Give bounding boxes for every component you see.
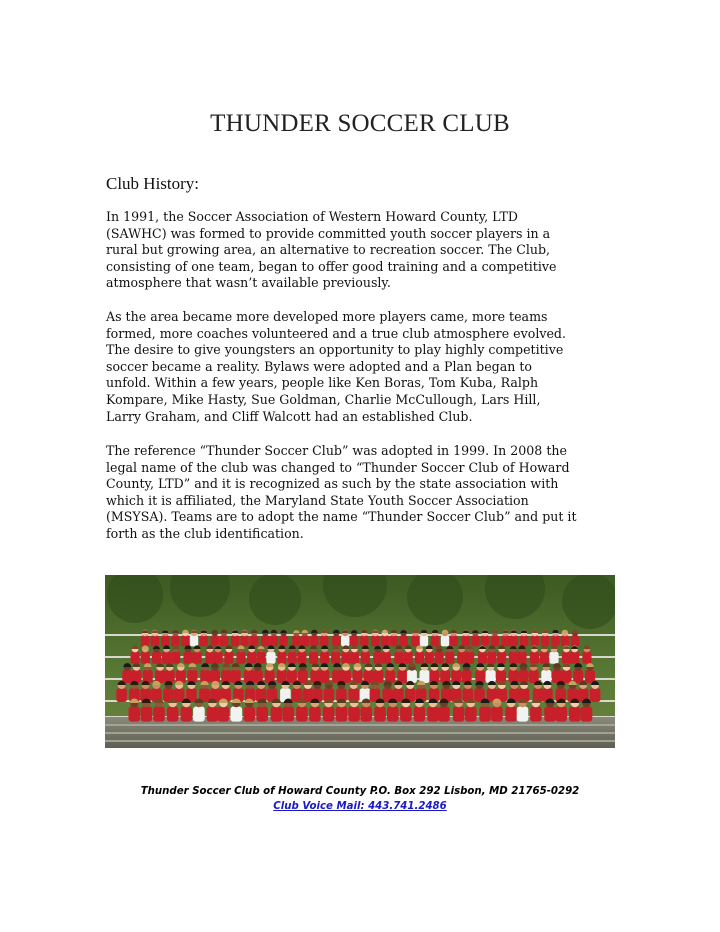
player-jersey xyxy=(350,652,359,664)
player-jersey xyxy=(331,652,340,664)
player-jersey xyxy=(310,636,318,647)
player-jersey xyxy=(309,707,321,722)
player-jersey xyxy=(143,670,153,683)
player-jersey xyxy=(256,707,268,722)
player-jersey xyxy=(502,636,510,647)
footer-voicemail-wrapper xyxy=(0,801,720,812)
player-jersey xyxy=(205,652,214,664)
player-jersey xyxy=(348,707,360,722)
player-jersey xyxy=(481,636,489,647)
player-jersey xyxy=(261,636,269,647)
player-jersey xyxy=(320,652,329,664)
player-jersey xyxy=(411,636,419,647)
player-jersey xyxy=(162,652,171,664)
player-jersey xyxy=(581,707,593,722)
player-jersey xyxy=(236,652,245,664)
player-jersey xyxy=(122,670,132,683)
player-jersey xyxy=(540,652,549,664)
player-jersey xyxy=(549,652,558,664)
history-paragraph-1: In 1991, the Soccer Association of Western Howard County, LTD (SAWHC) was formed to provide committed youth soccer players in a rural but growing area, an alternative to recreation soccer. The Club, consisting of one team, began to offer good training and a competitive atmosphere that wasn’t available previously. xyxy=(106,209,557,291)
player-jersey xyxy=(427,707,439,722)
player-jersey xyxy=(218,707,230,722)
player-jersey xyxy=(250,636,258,647)
player-jersey xyxy=(562,652,571,664)
player-jersey xyxy=(141,707,153,722)
player-jersey xyxy=(270,636,278,647)
player-jersey xyxy=(350,636,358,647)
section-heading-club-history: Club History: xyxy=(106,174,200,193)
player-jersey xyxy=(309,652,318,664)
player-jersey xyxy=(551,636,559,647)
player-jersey xyxy=(266,652,275,664)
player-jersey xyxy=(211,636,219,647)
player-jersey xyxy=(310,670,320,683)
player-jersey xyxy=(569,707,581,722)
player-jersey xyxy=(487,652,496,664)
player-jersey xyxy=(465,707,477,722)
player-jersey xyxy=(544,707,556,722)
player-jersey xyxy=(297,652,306,664)
player-jersey xyxy=(361,652,370,664)
player-jersey xyxy=(479,707,491,722)
player-jersey xyxy=(462,670,472,683)
player-jersey xyxy=(561,636,569,647)
player-jersey xyxy=(450,636,458,647)
player-jersey xyxy=(116,688,127,702)
player-jersey xyxy=(530,707,542,722)
player-jersey xyxy=(399,636,407,647)
player-jersey xyxy=(486,670,496,683)
player-jersey xyxy=(582,652,591,664)
player-jersey xyxy=(341,670,351,683)
player-jersey xyxy=(207,707,219,722)
player-jersey xyxy=(287,670,297,683)
player-jersey xyxy=(283,707,295,722)
team-group-photo xyxy=(105,575,615,748)
player-jersey xyxy=(301,636,309,647)
player-jersey xyxy=(298,670,308,683)
player-jersey xyxy=(509,652,518,664)
player-jersey xyxy=(360,636,368,647)
player-jersey xyxy=(471,636,479,647)
player-jersey xyxy=(129,707,141,722)
player-jersey xyxy=(296,707,308,722)
player-jersey xyxy=(247,652,256,664)
player-jersey xyxy=(190,636,198,647)
player-jersey xyxy=(541,636,549,647)
player-jersey xyxy=(441,636,449,647)
player-jersey xyxy=(181,636,189,647)
player-jersey xyxy=(438,707,450,722)
player-jersey xyxy=(161,636,169,647)
history-paragraph-3: The reference “Thunder Soccer Club” was adopted in 1999. In 2008 the legal name of the club was changed to “Thunder Soccer Club of Howard County, LTD” and it is recognized as such by the state association with which it is affiliated, the Maryland State Youth Soccer Association (MSYSA). Teams are to adopt the name “Thunder Soccer Club” and put it forth as the club identification. xyxy=(106,443,577,541)
player-jersey xyxy=(517,707,529,722)
player-jersey xyxy=(176,670,186,683)
player-jersey xyxy=(373,652,382,664)
player-jersey xyxy=(382,652,391,664)
player-jersey xyxy=(445,652,454,664)
player-jersey xyxy=(171,636,179,647)
player-jersey xyxy=(220,636,228,647)
player-jersey xyxy=(336,707,348,722)
player-jersey xyxy=(288,652,297,664)
player-jersey xyxy=(435,652,444,664)
player-jersey xyxy=(256,652,265,664)
player-jersey xyxy=(390,636,398,647)
player-jersey xyxy=(341,652,350,664)
history-paragraph-2: As the area became more developed more players came, more teams formed, more coaches volunteered and a true club atmosphere evolved. The desire to give youngsters an opportunity to play highly competitive soccer became a reality. Bylaws were adopted and a Plan began to unfold. Within a few years, people like Ken Boras, Tom Kuba, Ralph Kompare, Mike Hasty, Sue Goldman, Charlie McCullough, Lars Hill, Larry Graham, and Cliff Walcott had an established Club. xyxy=(106,309,566,424)
player-jersey xyxy=(462,636,470,647)
player-jersey xyxy=(453,707,465,722)
player-jersey xyxy=(562,670,572,683)
player-jersey xyxy=(407,670,417,683)
player-jersey xyxy=(497,652,506,664)
player-jersey xyxy=(517,652,526,664)
player-jersey xyxy=(224,652,233,664)
player-jersey xyxy=(320,636,328,647)
player-jersey xyxy=(151,636,159,647)
player-jersey xyxy=(420,636,428,647)
player-jersey xyxy=(531,636,539,647)
player-jersey xyxy=(585,670,595,683)
player-jersey xyxy=(200,636,208,647)
player-jersey xyxy=(141,636,149,647)
player-jersey xyxy=(141,652,150,664)
player-jersey xyxy=(323,707,335,722)
player-jersey xyxy=(271,707,283,722)
player-jersey xyxy=(478,652,487,664)
player-jersey xyxy=(520,636,528,647)
player-jersey xyxy=(243,707,255,722)
footer-address: Thunder Soccer Club of Howard County P.O. Box 292 Lisbon, MD 21765-0292 xyxy=(140,786,580,797)
player-jersey xyxy=(240,636,248,647)
player-jersey xyxy=(400,707,412,722)
player-jersey xyxy=(530,652,539,664)
voicemail-link[interactable]: Club Voice Mail: 443.741.2486 xyxy=(273,801,447,812)
player-jersey xyxy=(244,670,254,683)
player-jersey xyxy=(193,652,202,664)
player-jersey xyxy=(231,707,243,722)
player-jersey xyxy=(193,707,205,722)
player-jersey xyxy=(332,636,340,647)
player-jersey xyxy=(153,707,165,722)
player-jersey xyxy=(374,707,386,722)
page-title: THUNDER SOCCER CLUB xyxy=(210,110,510,137)
player-jersey xyxy=(415,652,424,664)
player-jersey xyxy=(183,652,192,664)
player-jersey xyxy=(394,652,403,664)
player-jersey xyxy=(181,707,193,722)
player-jersey xyxy=(457,652,466,664)
player-jersey xyxy=(171,652,180,664)
player-jersey xyxy=(590,688,601,702)
player-jersey xyxy=(510,636,518,647)
player-jersey xyxy=(292,636,300,647)
player-jersey xyxy=(404,652,413,664)
player-jersey xyxy=(425,652,434,664)
player-jersey xyxy=(387,707,399,722)
player-jersey xyxy=(277,652,286,664)
player-jersey xyxy=(371,636,379,647)
player-jersey xyxy=(573,670,583,683)
player-jersey xyxy=(555,707,567,722)
player-jersey xyxy=(341,636,349,647)
player-jersey xyxy=(231,636,239,647)
player-jersey xyxy=(465,652,474,664)
player-jersey xyxy=(491,636,499,647)
player-jersey xyxy=(505,707,517,722)
player-jersey xyxy=(360,707,372,722)
player-jersey xyxy=(381,636,389,647)
player-jersey xyxy=(131,652,140,664)
player-jersey xyxy=(571,636,579,647)
player-jersey xyxy=(152,652,161,664)
player-jersey xyxy=(132,670,142,683)
player-jersey xyxy=(414,707,426,722)
player-jersey xyxy=(491,707,503,722)
player-jersey xyxy=(570,652,579,664)
player-jersey xyxy=(431,636,439,647)
player-jersey xyxy=(167,707,179,722)
player-jersey xyxy=(214,652,223,664)
player-jersey xyxy=(279,636,287,647)
